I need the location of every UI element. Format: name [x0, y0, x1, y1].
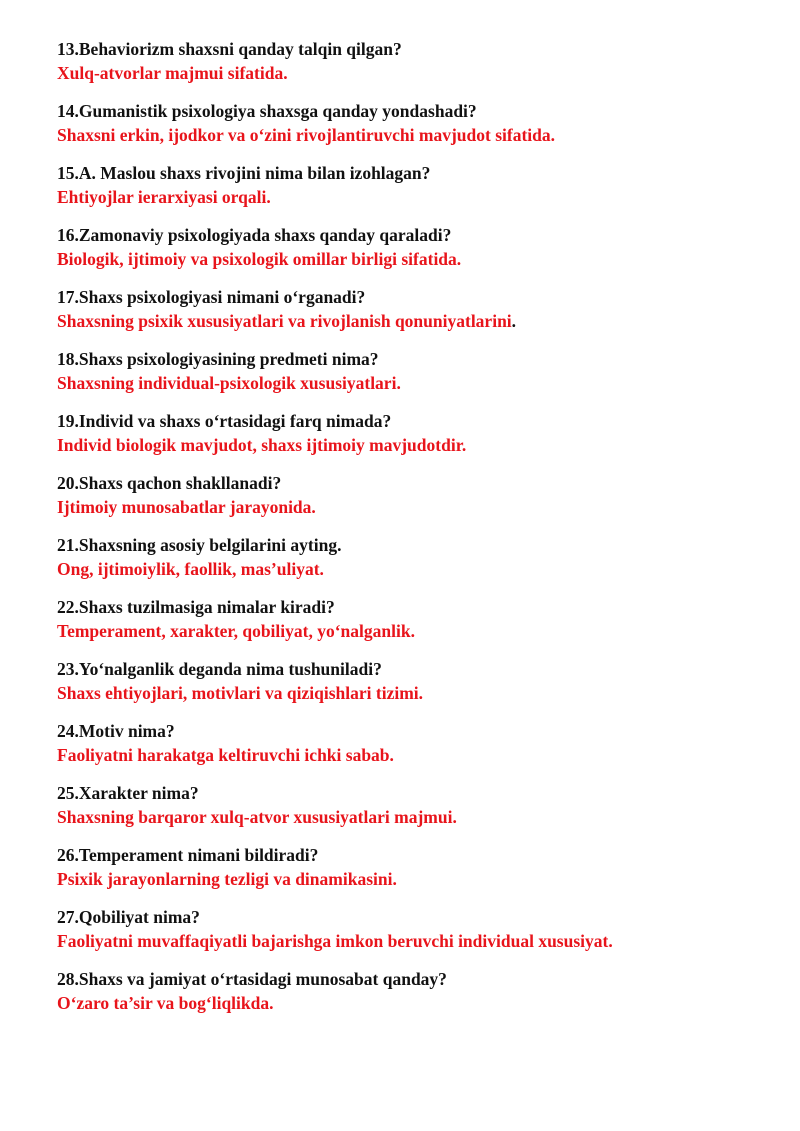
- question: 24.Motiv nima?: [57, 721, 175, 741]
- qa-item-25: [57, 781, 760, 829]
- answer-text: Temperament, xarakter, qobiliyat, yo‘nalganlik.: [57, 621, 415, 641]
- question: 21.Shaxsning asosiy belgilarini ayting.: [57, 535, 342, 555]
- qa-item-13: [57, 37, 760, 85]
- qa-item-15: [57, 161, 760, 209]
- qa-item-20: [57, 471, 760, 519]
- question: 26.Temperament nimani bildiradi?: [57, 845, 319, 865]
- answer: [57, 991, 760, 1015]
- qa-item-17: [57, 285, 760, 333]
- answer-text: Individ biologik mavjudot, shaxs ijtimoiy mavjudotdir.: [57, 435, 467, 455]
- answer: [57, 619, 760, 643]
- answer-text: Ong, ijtimoiylik, faollik, mas’uliyat.: [57, 559, 324, 579]
- answer: [57, 61, 760, 85]
- qa-item-24: [57, 719, 760, 767]
- answer: [57, 371, 760, 395]
- answer-text: Shaxsning individual-psixologik xususiyatlari.: [57, 373, 401, 393]
- qa-item-14: [57, 99, 760, 147]
- qa-item-16: [57, 223, 760, 271]
- question: 20.Shaxs qachon shakllanadi?: [57, 473, 282, 493]
- question: 15.A. Maslou shaxs rivojini nima bilan izohlagan?: [57, 163, 431, 183]
- qa-item-26: [57, 843, 760, 891]
- answer: [57, 433, 760, 457]
- answer-text: Shaxs ehtiyojlari, motivlari va qiziqishlari tizimi.: [57, 683, 424, 703]
- answer-text: Biologik, ijtimoiy va psixologik omillar birligi sifatida.: [57, 249, 462, 269]
- answer-text: Xulq-atvorlar majmui sifatida.: [57, 63, 288, 83]
- answer-text: Shaxsni erkin, ijodkor va o‘zini rivojlantiruvchi mavjudot sifatida.: [57, 125, 555, 145]
- qa-item-21: [57, 533, 760, 581]
- answer-text: Ijtimoiy munosabatlar jarayonida.: [57, 497, 316, 517]
- question: 25.Xarakter nima?: [57, 783, 199, 803]
- answer-text: Shaxsning barqaror xulq-atvor xususiyatlari majmui.: [57, 807, 457, 827]
- answer: [57, 247, 760, 271]
- answer: [57, 185, 760, 209]
- answer: [57, 495, 760, 519]
- question: 14.Gumanistik psixologiya shaxsga qanday yondashadi?: [57, 101, 477, 121]
- qa-item-27: [57, 905, 760, 953]
- question: 27.Qobiliyat nima?: [57, 907, 200, 927]
- answer: [57, 743, 760, 767]
- question: 19.Individ va shaxs o‘rtasidagi farq nimada?: [57, 411, 392, 431]
- answer: [57, 557, 760, 581]
- answer: [57, 805, 760, 829]
- question: 16.Zamonaviy psixologiyada shaxs qanday qaraladi?: [57, 225, 452, 245]
- answer: [57, 309, 760, 333]
- answer-text: O‘zaro ta’sir va bog‘liqlikda.: [57, 993, 274, 1013]
- answer: [57, 681, 760, 705]
- answer-text: Faoliyatni harakatga keltiruvchi ichki sabab.: [57, 745, 394, 765]
- question: 28.Shaxs va jamiyat o‘rtasidagi munosabat qanday?: [57, 969, 447, 989]
- question: 18.Shaxs psixologiyasining predmeti nima?: [57, 349, 379, 369]
- answer-text: Psixik jarayonlarning tezligi va dinamikasini.: [57, 869, 397, 889]
- qa-item-19: [57, 409, 760, 457]
- answer-text: Faoliyatni muvaffaqiyatli bajarishga imkon beruvchi individual xususiyat.: [57, 931, 613, 951]
- answer-tail: .: [511, 311, 517, 331]
- answer: [57, 867, 760, 891]
- answer: [57, 123, 760, 147]
- answer-text: Ehtiyojlar ierarxiyasi orqali.: [57, 187, 271, 207]
- answer-text: Shaxsning psixik xususiyatlari va rivojlanish qonuniyatlarini: [57, 311, 512, 331]
- question: 17.Shaxs psixologiyasi nimani o‘rganadi?: [57, 287, 366, 307]
- question: 23.Yo‘nalganlik deganda nima tushuniladi?: [57, 659, 382, 679]
- question: 13.Behaviorizm shaxsni qanday talqin qilgan?: [57, 39, 402, 59]
- qa-item-22: [57, 595, 760, 643]
- qa-item-28: [57, 967, 760, 1015]
- answer: [57, 929, 760, 953]
- question: 22.Shaxs tuzilmasiga nimalar kiradi?: [57, 597, 335, 617]
- qa-item-23: [57, 657, 760, 705]
- qa-item-18: [57, 347, 760, 395]
